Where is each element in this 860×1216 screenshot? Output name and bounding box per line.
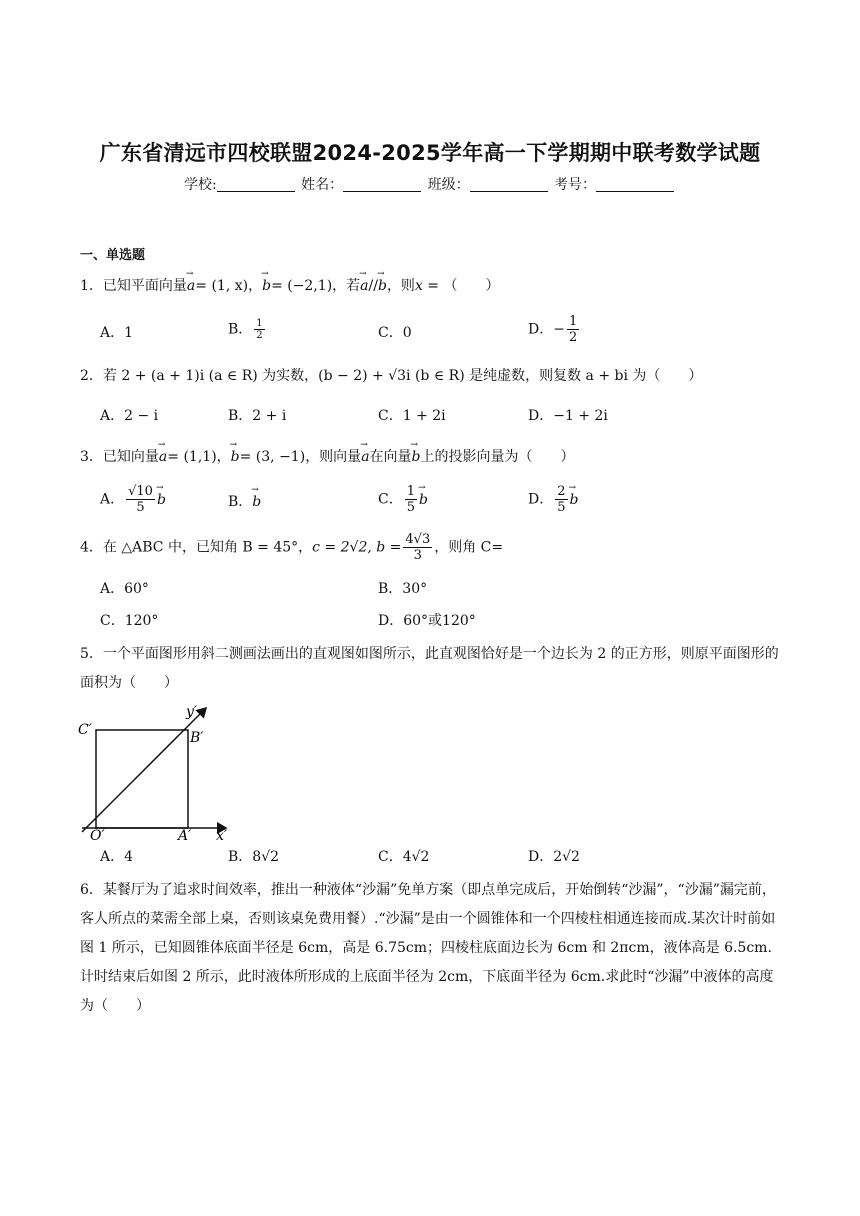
question-1 bbox=[80, 275, 499, 295]
label-b: B′ bbox=[190, 730, 204, 746]
q2-option-b[interactable]: B．2 + i bbox=[228, 408, 287, 424]
q1-b-label: B． bbox=[228, 321, 253, 338]
vector-b: → b bbox=[378, 278, 387, 294]
q1-option-a[interactable]: A．1 bbox=[100, 325, 134, 341]
question-6: 6．某餐厅为了追求时间效率，推出一种液体“沙漏”免单方案（即点单完成后，开始倒转“沙漏”，“沙漏”漏完前，客人所点的菜需全部上桌，否则该桌免费用餐）.“沙漏”是由一个圆锥体和一个四棱柱相通连接而成.某次计时前如图 1 所示，已知圆锥体底面半径是 6cm，高是 6.75cm；四棱柱底面边长为 6cm 和 2πcm，液体高是 6.5cm.计时结束后如图 2 所示，此时液体所形成的上底面半径为 2cm，下底面半径为 6cm.求此时“沙漏”中液体的高度为（ ） bbox=[80, 882, 776, 1014]
q1-option-b[interactable] bbox=[228, 318, 267, 341]
q3-text-mid2: 在向量 bbox=[369, 449, 412, 465]
q4-values: c = 2√2, b = bbox=[312, 539, 402, 556]
q3-c-label: C． bbox=[378, 491, 403, 508]
q4-option-c[interactable]: C．120° bbox=[100, 613, 159, 629]
question-2: 2．若 2 + (a + 1)i (a ∈ R) 为实数，(b − 2) + √3i (b ∈ R) 是纯虚数，则复数 a + bi 为（ ） bbox=[80, 368, 703, 384]
label-c: C′ bbox=[78, 722, 92, 738]
q1-option-c[interactable]: C．0 bbox=[378, 325, 412, 341]
class-label: 班级： bbox=[427, 177, 470, 193]
question-4 bbox=[80, 532, 503, 563]
q3-text-end: 上的投影向量为（ ） bbox=[420, 449, 575, 465]
student-info bbox=[0, 174, 860, 194]
square-outline bbox=[96, 730, 188, 828]
label-o: O′ bbox=[90, 828, 105, 840]
q1-text-mid: ，若 bbox=[332, 278, 361, 294]
school-label: 学校: bbox=[183, 177, 217, 193]
number-blank[interactable] bbox=[596, 177, 674, 192]
q4-text-pre: 4．在 △ABC 中，已知角 B = 45°， bbox=[80, 539, 313, 556]
q3-option-b[interactable] bbox=[228, 491, 261, 511]
class-blank[interactable] bbox=[470, 177, 548, 192]
q1-sep: ， bbox=[248, 278, 263, 294]
q4-option-a[interactable]: A．60° bbox=[100, 581, 149, 597]
fraction: $\frac{2}{5}$ bbox=[557, 484, 566, 515]
q3-a-value: = (1,1) bbox=[167, 449, 217, 465]
name-blank[interactable] bbox=[343, 177, 421, 192]
q3-sep: ， bbox=[216, 449, 231, 465]
fraction: $\frac{1}{2}$ bbox=[568, 314, 578, 345]
q3-text-mid: ，则向量 bbox=[305, 449, 362, 465]
q3-option-c[interactable] bbox=[378, 484, 428, 515]
vector-a: → a bbox=[159, 449, 167, 465]
q4-text-end: ，则角 C= bbox=[434, 539, 504, 556]
q2-option-a[interactable]: A．2 − i bbox=[100, 408, 159, 424]
label-x: x′ bbox=[216, 828, 228, 840]
fraction: $\frac{4√3}{3}$ bbox=[405, 532, 431, 563]
label-a: A′ bbox=[178, 828, 192, 840]
q5-option-b[interactable]: B．8√2 bbox=[228, 849, 280, 865]
vector-b: → b bbox=[252, 494, 261, 510]
q4-option-b[interactable]: B．30° bbox=[378, 581, 428, 597]
q2-option-c[interactable]: C．1 + 2i bbox=[378, 408, 446, 424]
q1-a-value: = (1, x) bbox=[195, 278, 249, 294]
vector-b: → b bbox=[262, 278, 271, 294]
label-y: y′ bbox=[186, 704, 198, 720]
vector-b: → b bbox=[157, 492, 166, 508]
school-blank[interactable] bbox=[217, 177, 295, 192]
q1-text-end: = （ ） bbox=[422, 278, 500, 294]
fraction: $\frac{1}{2}$ bbox=[256, 318, 263, 341]
fraction: $\frac{√10}{5}$ bbox=[128, 484, 153, 515]
q1-d-label: D．− bbox=[528, 321, 565, 338]
number-label: 考号： bbox=[554, 177, 597, 193]
q1-text-pre: 已知平面向量 bbox=[102, 278, 187, 294]
vector-a: → a bbox=[187, 278, 195, 294]
q5-option-a[interactable]: A．4 bbox=[100, 849, 134, 865]
q3-number: 3． bbox=[80, 449, 103, 465]
q3-text-pre: 已知向量 bbox=[102, 449, 159, 465]
name-label: 姓名： bbox=[301, 177, 344, 193]
oblique-square-figure bbox=[76, 700, 236, 840]
q3-b-value: = (3, −1) bbox=[239, 449, 306, 465]
q5-option-d[interactable]: D．2√2 bbox=[528, 849, 580, 865]
q1-option-d[interactable] bbox=[528, 314, 581, 345]
q1-b-value: = (−2,1) bbox=[271, 278, 333, 294]
q3-a-label: A． bbox=[100, 491, 125, 508]
q1-parallel: // bbox=[368, 278, 378, 294]
page-title: 广东省清远市四校联盟2024-2025学年高一下学期期中联考数学试题 bbox=[99, 141, 761, 165]
q1-number: 1． bbox=[80, 278, 103, 294]
q5-option-c[interactable]: C．4√2 bbox=[378, 849, 430, 865]
fraction: $\frac{1}{5}$ bbox=[406, 484, 415, 515]
vector-b: → b bbox=[419, 492, 428, 508]
vector-b: → b bbox=[231, 449, 240, 465]
q4-option-d[interactable]: D．60°或120° bbox=[378, 613, 476, 629]
vector-a: → a bbox=[361, 449, 369, 465]
vector-b: → b bbox=[570, 492, 579, 508]
q1-x-var: x bbox=[414, 278, 423, 294]
vector-b: → b bbox=[412, 449, 421, 465]
q2-option-d[interactable]: D．−1 + 2i bbox=[528, 408, 608, 424]
q3-d-label: D． bbox=[528, 491, 554, 508]
section-heading: 一、单选题 bbox=[80, 248, 146, 263]
vector-a: → a bbox=[360, 278, 368, 294]
question-3 bbox=[80, 446, 575, 466]
q3-option-a[interactable] bbox=[100, 484, 166, 515]
q1-text-post: ，则 bbox=[386, 278, 415, 294]
q3-option-d[interactable] bbox=[528, 484, 578, 515]
question-5: 5．一个平面图形用斜二测画法画出的直观图如图所示，此直观图恰好是一个边长为 2 的正方形，则原平面图形的面积为（ ） bbox=[80, 646, 779, 691]
q3-b-label: B． bbox=[228, 494, 253, 510]
